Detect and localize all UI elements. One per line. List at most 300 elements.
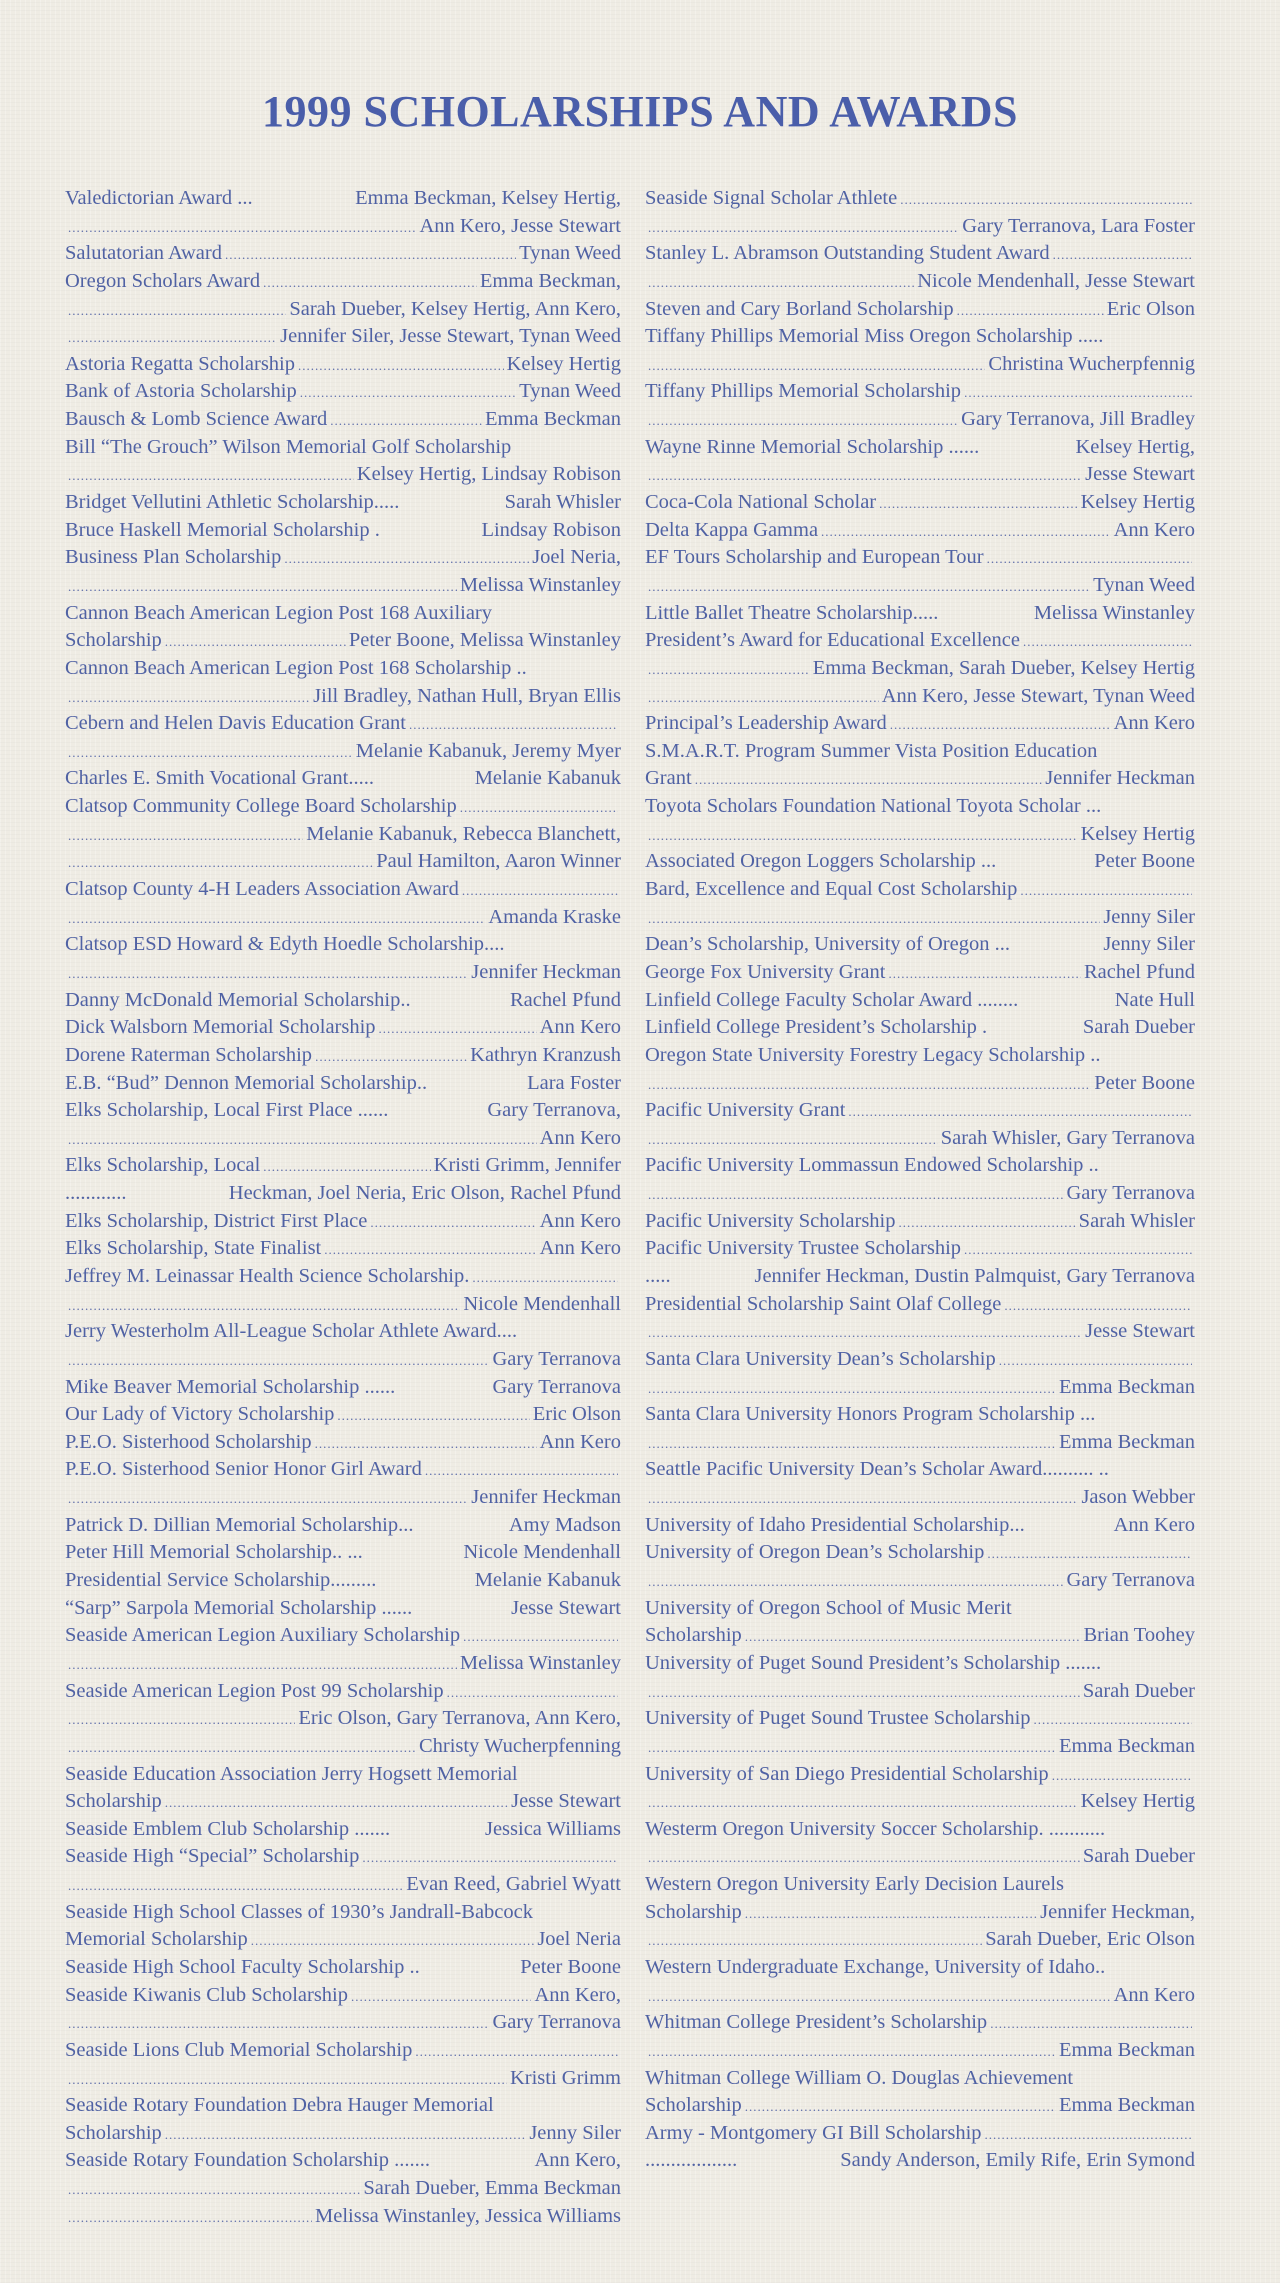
award-line — [65, 2065, 621, 2093]
dot-leader — [68, 684, 310, 711]
award-name: Whitman College William O. Douglas Achievement — [645, 2066, 1074, 2089]
award-line — [645, 489, 1195, 517]
award-name: Little Ballet Theatre Scholarship..... — [645, 601, 939, 624]
recipient-names: Jenny Siler — [1103, 905, 1195, 928]
award-line — [65, 2203, 621, 2231]
award-line — [65, 1595, 621, 1623]
recipient-names: Emma Beckman — [1058, 1375, 1195, 1398]
recipient-names: Rachel Pfund — [509, 988, 621, 1011]
dot-leader — [1052, 1762, 1192, 1789]
award-line — [645, 1484, 1195, 1512]
dot-leader — [648, 1375, 1056, 1402]
recipient-names: Nicole Mendenhall — [463, 1292, 621, 1315]
award-name: Astoria Regatta Scholarship — [65, 352, 296, 375]
dot-leader — [68, 2204, 312, 2231]
recipient-names: Melissa Winstanley — [1033, 601, 1195, 624]
recipient-names: Peter Boone, Melissa Winstanley — [348, 629, 621, 652]
recipient-names: Lara Foster — [527, 1071, 621, 1094]
award-name: .................. — [645, 2149, 738, 2172]
award-line — [65, 2009, 621, 2037]
award-line — [645, 1346, 1195, 1374]
recipient-names: Melanie Kabanuk — [474, 767, 621, 790]
award-name: Clatsop County 4-H Leaders Association Award — [65, 878, 459, 901]
award-line — [65, 1291, 621, 1319]
recipient-names: Ann Kero, Jesse Stewart — [419, 214, 621, 237]
award-name: Cannon Beach American Legion Post 168 Auxiliary — [65, 601, 493, 624]
award-name: Valedictorian Award ... — [65, 187, 253, 209]
recipient-names: Jill Bradley, Nathan Hull, Bryan Ellis — [313, 684, 621, 707]
award-line — [645, 821, 1195, 849]
award-line — [65, 1622, 621, 1650]
recipient-names: Amy Madson — [508, 1513, 621, 1536]
award-line — [645, 1982, 1195, 2010]
recipient-names: Gary Terranova — [492, 1375, 621, 1398]
award-line — [65, 987, 621, 1015]
recipient-names: Melissa Winstanley — [459, 573, 621, 596]
dot-leader — [463, 1623, 618, 1650]
award-name: ..... — [645, 1264, 671, 1287]
award-line — [65, 572, 621, 600]
award-line — [645, 406, 1195, 434]
recipient-names: Gary Terranova, Jill Bradley — [961, 408, 1195, 431]
award-line — [645, 1761, 1195, 1789]
recipient-names: Joel Neria, — [532, 546, 621, 569]
dot-leader — [165, 628, 346, 655]
dot-leader — [745, 1900, 1037, 1927]
award-line — [645, 1843, 1195, 1871]
award-name: Seaside American Legion Auxiliary Scholarship — [65, 1624, 461, 1647]
dot-leader — [1023, 628, 1192, 655]
award-name: Clatsop ESD Howard & Edyth Hoedle Scholarship.... — [65, 933, 505, 956]
award-line — [65, 1705, 621, 1733]
award-line — [65, 1374, 621, 1402]
award-line — [645, 1042, 1195, 1070]
award-name: Linfield College Faculty Scholar Award ........ — [645, 988, 1019, 1011]
dot-leader — [165, 2121, 527, 2148]
award-name: Elks Scholarship, State Finalist — [65, 1237, 322, 1260]
award-name: Seaside Rotary Foundation Debra Hauger Memorial — [65, 2094, 494, 2117]
recipient-names: Gary Terranova — [492, 1347, 621, 1370]
award-name: Delta Kappa Gamma — [645, 518, 819, 541]
award-name: University of Oregon School of Music Merit — [645, 1596, 1012, 1619]
award-line — [645, 2147, 1195, 2175]
recipient-names: Melanie Kabanuk, Jeremy Myer — [355, 739, 621, 762]
dot-leader — [745, 1623, 1081, 1650]
recipient-names: Eric Olson — [532, 1403, 621, 1426]
award-name: Seaside Rotary Foundation Scholarship ....... — [65, 2149, 430, 2172]
award-line — [645, 1788, 1195, 1816]
dot-leader — [899, 1209, 1076, 1236]
recipient-names: Lindsay Robison — [481, 518, 621, 541]
dot-leader — [879, 490, 1077, 517]
award-line — [65, 2120, 621, 2148]
dot-leader — [1053, 241, 1192, 268]
dot-leader — [648, 573, 1090, 600]
award-line — [65, 240, 621, 268]
award-line — [645, 987, 1195, 1015]
dot-leader — [68, 739, 353, 766]
award-name: Western Oregon University Early Decision Laurels — [645, 1873, 1065, 1896]
right-column — [645, 185, 1195, 2175]
recipient-names: Gary Terranova — [1066, 1182, 1195, 1205]
dot-leader — [68, 297, 286, 324]
dot-leader — [68, 1126, 537, 1153]
dot-leader — [370, 1209, 536, 1236]
recipient-names: Ann Kero — [1113, 518, 1195, 541]
award-name: Bausch & Lomb Science Award — [65, 408, 328, 431]
recipient-names: Sarah Whisler — [1078, 1209, 1195, 1232]
award-name: Santa Clara University Dean’s Scholarship — [645, 1347, 996, 1370]
award-line — [645, 1595, 1195, 1623]
award-name: Bank of Astoria Scholarship — [65, 380, 297, 403]
award-line — [645, 1374, 1195, 1402]
recipient-names: Melissa Winstanley, Jessica Williams — [315, 2204, 621, 2227]
recipient-names: Sarah Dueber — [1082, 1016, 1195, 1039]
dot-leader — [68, 1872, 403, 1899]
award-line — [65, 213, 621, 241]
award-name: Elks Scholarship, Local — [65, 1154, 261, 1177]
award-line — [65, 1567, 621, 1595]
recipient-names: Emma Beckman — [1058, 1430, 1195, 1453]
dot-leader — [460, 794, 618, 821]
recipient-names: Kelsey Hertig — [1080, 1790, 1195, 1813]
award-name: Stanley L. Abramson Outstanding Student Award — [645, 242, 1050, 265]
award-line — [65, 1484, 621, 1512]
recipient-names: Eric Olson — [1106, 297, 1195, 320]
dot-leader — [990, 2010, 1192, 2037]
award-line — [65, 765, 621, 793]
recipient-names: Kathryn Kranzush — [470, 1043, 621, 1066]
recipient-names: Peter Boone — [520, 1956, 621, 1978]
dot-leader — [888, 960, 1081, 987]
award-name: Cebern and Helen Davis Education Grant — [65, 712, 406, 735]
award-name: Charles E. Smith Vocational Grant..... — [65, 767, 374, 790]
award-line — [65, 1070, 621, 1098]
recipient-names: Ann Kero — [539, 1209, 621, 1232]
award-line — [65, 683, 621, 711]
recipient-names: Ann Kero — [1113, 712, 1195, 735]
award-line — [65, 959, 621, 987]
award-line — [65, 655, 621, 683]
award-name: Seaside Lions Club Memorial Scholarship — [65, 2038, 413, 2061]
award-name: Principal’s Leadership Award — [645, 712, 887, 735]
dot-leader — [848, 1098, 1192, 1125]
recipient-names: Ann Kero — [539, 1126, 621, 1149]
dot-leader — [648, 352, 985, 379]
recipient-names: Christy Wucherpfenning — [418, 1734, 621, 1757]
award-line — [645, 268, 1195, 296]
award-line — [65, 1678, 621, 1706]
dot-leader — [890, 711, 1111, 738]
recipient-names: Sandy Anderson, Emily Rife, Erin Symond — [840, 2149, 1195, 2172]
award-line — [645, 1456, 1195, 1484]
award-line — [645, 1235, 1195, 1263]
dot-leader — [648, 1430, 1056, 1457]
award-line — [65, 323, 621, 351]
dot-leader — [462, 877, 618, 904]
dot-leader — [68, 849, 373, 876]
recipient-names: Sarah Whisler, Gary Terranova — [940, 1126, 1195, 1149]
dot-leader — [324, 1236, 536, 1263]
award-line — [645, 240, 1195, 268]
dot-leader — [68, 2176, 360, 2203]
dot-leader — [985, 2121, 1192, 2148]
award-name: Dorene Raterman Scholarship — [65, 1043, 313, 1066]
award-line — [65, 600, 621, 628]
award-name: E.B. “Bud” Dennon Memorial Scholarship.. — [65, 1071, 428, 1094]
recipient-names: Nate Hull — [1114, 988, 1195, 1011]
dot-leader — [165, 1789, 508, 1816]
award-line — [645, 378, 1195, 406]
recipient-names: Jennifer Heckman — [471, 1486, 621, 1509]
award-line — [65, 1152, 621, 1180]
award-name: Patrick D. Dillian Memorial Scholarship... — [65, 1513, 414, 1536]
award-name: Seaside High School Faculty Scholarship .. — [65, 1956, 420, 1978]
award-line — [645, 213, 1195, 241]
award-name: University of Puget Sound Trustee Scholarship — [645, 1707, 1031, 1730]
award-line — [65, 2175, 621, 2203]
award-line — [65, 517, 621, 545]
award-line — [65, 1180, 621, 1208]
dot-leader — [362, 1844, 618, 1871]
recipient-names: Gary Terranova — [492, 2011, 621, 2034]
award-line — [65, 2092, 621, 2120]
award-name: Scholarship — [645, 2094, 742, 2117]
recipient-names: Emma Beckman, Kelsey Hertig, — [355, 187, 621, 209]
award-line — [645, 1899, 1195, 1927]
recipient-names: Amanda Kraske — [488, 905, 621, 928]
dot-leader — [745, 2093, 1056, 2120]
award-line — [645, 1622, 1195, 1650]
dot-leader — [315, 1430, 537, 1457]
award-name: Peter Hill Memorial Scholarship.. ... — [65, 1541, 363, 1564]
award-line — [65, 738, 621, 766]
award-name: Dick Walsborn Memorial Scholarship — [65, 1016, 376, 1039]
dot-leader — [68, 1292, 460, 1319]
award-line — [645, 1512, 1195, 1540]
recipient-names: Sarah Dueber, Emma Beckman — [363, 2177, 621, 2200]
award-name: Pacific University Lommassun Endowed Scholarship .. — [645, 1154, 1099, 1177]
award-line — [65, 434, 621, 462]
award-name: S.M.A.R.T. Program Summer Vista Position Education — [645, 739, 1098, 762]
recipient-names: Sarah Whisler — [504, 491, 621, 514]
award-name: Seaside American Legion Post 99 Scholarship — [65, 1679, 444, 1702]
award-line — [65, 1235, 621, 1263]
award-line — [645, 1291, 1195, 1319]
dot-leader — [648, 905, 1100, 932]
award-name: Wayne Rinne Memorial Scholarship ...... — [645, 435, 980, 458]
award-name: Memorial Scholarship — [65, 1928, 248, 1951]
recipient-names: Emma Beckman — [484, 408, 621, 431]
dot-leader — [695, 766, 1043, 793]
award-line — [65, 931, 621, 959]
recipient-names: Ann Kero, — [534, 1983, 621, 2006]
recipient-names: Ann Kero, Jesse Stewart, Tynan Weed — [881, 684, 1195, 707]
recipient-names: Kelsey Hertig — [1080, 491, 1195, 514]
dot-leader — [68, 573, 457, 600]
award-name: Mike Beaver Memorial Scholarship ...... — [65, 1375, 396, 1398]
recipient-names: Kristi Grimm — [509, 2066, 621, 2089]
dot-leader — [68, 324, 277, 351]
award-line — [65, 1816, 621, 1844]
award-name: Clatsop Community College Board Scholarship — [65, 795, 457, 818]
award-line — [645, 793, 1195, 821]
dot-leader — [68, 960, 468, 987]
recipient-names: Joel Neria — [537, 1928, 621, 1951]
award-name: Bill “The Grouch” Wilson Memorial Golf Scholarship — [65, 435, 512, 458]
award-name: “Sarp” Sarpola Memorial Scholarship ...... — [65, 1596, 413, 1619]
award-name: Associated Oregon Loggers Scholarship ... — [645, 850, 997, 873]
award-line — [645, 876, 1195, 904]
recipient-names: Melanie Kabanuk, Rebecca Blanchett, — [306, 822, 621, 845]
recipient-names: Sarah Dueber — [1082, 1845, 1195, 1868]
award-name: University of Oregon Dean’s Scholarship — [645, 1541, 985, 1564]
recipient-names: Jennifer Heckman, Dustin Palmquist, Gary Terranova — [754, 1264, 1195, 1287]
recipient-names: Jenny Siler — [529, 2121, 621, 2144]
award-line — [65, 876, 621, 904]
award-line — [645, 1152, 1195, 1180]
award-line — [645, 959, 1195, 987]
award-line — [645, 848, 1195, 876]
award-line — [645, 1678, 1195, 1706]
award-name: Bridget Vellutini Athletic Scholarship..... — [65, 491, 400, 514]
award-name: Scholarship — [645, 1624, 742, 1647]
dot-leader — [68, 214, 416, 241]
recipient-names: Jason Webber — [1081, 1486, 1195, 1509]
recipient-names: Ann Kero — [1113, 1513, 1195, 1536]
award-line — [645, 1650, 1195, 1678]
recipient-names: Peter Boone — [1094, 1071, 1195, 1094]
dot-leader — [68, 1651, 457, 1678]
recipient-names: Emma Beckman — [1058, 1734, 1195, 1757]
award-line — [645, 655, 1195, 683]
award-line — [645, 627, 1195, 655]
award-line — [65, 1456, 621, 1484]
recipient-names: Paul Hamilton, Aaron Winner — [376, 850, 621, 873]
award-name: Jeffrey M. Leinassar Health Science Scholarship. — [65, 1264, 470, 1287]
award-name: Bard, Excellence and Equal Cost Scholarship — [645, 878, 1018, 901]
award-line — [65, 544, 621, 572]
award-line — [645, 1926, 1195, 1954]
recipient-names: Kelsey Hertig, Lindsay Robison — [356, 463, 621, 486]
award-line — [645, 2092, 1195, 2120]
award-line — [65, 1042, 621, 1070]
award-line — [65, 848, 621, 876]
award-name: Danny McDonald Memorial Scholarship.. — [65, 988, 411, 1011]
recipient-names: Kelsey Hertig — [506, 352, 621, 375]
award-name: Elks Scholarship, Local First Place ...... — [65, 1099, 389, 1122]
award-name: Seaside Education Association Jerry Hogsett Memorial — [65, 1762, 518, 1785]
recipient-names: Peter Boone — [1094, 850, 1195, 873]
award-name: Jerry Westerholm All-League Scholar Athlete Award.... — [65, 1320, 518, 1343]
award-name: Bruce Haskell Memorial Scholarship . — [65, 518, 380, 541]
dot-leader — [648, 822, 1078, 849]
dot-leader — [1020, 877, 1192, 904]
award-line — [65, 710, 621, 738]
award-name: Toyota Scholars Foundation National Toyota Scholar ... — [645, 795, 1102, 818]
recipient-names: Emma Beckman — [1058, 2038, 1195, 2061]
award-name: Tiffany Phillips Memorial Miss Oregon Scholarship ..... — [645, 325, 1104, 348]
recipient-names: Ann Kero — [539, 1237, 621, 1260]
dot-leader — [68, 1706, 295, 1733]
recipient-names: Ann Kero — [539, 1430, 621, 1453]
recipient-names: Kristi Grimm, Jennifer — [433, 1154, 621, 1177]
award-name: Cannon Beach American Legion Post 168 Scholarship .. — [65, 656, 527, 679]
recipient-names: Jenny Siler — [1103, 933, 1195, 956]
recipient-names: Jesse Stewart — [511, 1790, 621, 1813]
dot-leader — [68, 462, 354, 489]
dot-leader — [648, 1181, 1063, 1208]
recipient-names: Jesse Stewart — [511, 1596, 621, 1619]
award-name: Santa Clara University Honors Program Scholarship ... — [645, 1403, 1096, 1426]
award-line — [645, 572, 1195, 600]
dot-leader — [648, 1071, 1091, 1098]
dot-leader — [251, 1927, 535, 1954]
award-line — [65, 627, 621, 655]
award-line — [65, 1346, 621, 1374]
award-name: P.E.O. Sisterhood Scholarship — [65, 1430, 312, 1453]
award-name: Elks Scholarship, District First Place — [65, 1209, 368, 1232]
award-name: Seaside Signal Scholar Athlete — [645, 187, 898, 209]
award-line — [645, 1816, 1195, 1844]
award-name: University of Puget Sound President’s Scholarship ....... — [645, 1651, 1102, 1674]
award-name: Grant — [645, 767, 692, 790]
award-line — [645, 1733, 1195, 1761]
award-line — [65, 1539, 621, 1567]
award-line — [65, 1429, 621, 1457]
award-name: Steven and Cary Borland Scholarship — [645, 297, 954, 320]
award-name: Oregon Scholars Award — [65, 269, 261, 292]
award-line — [645, 2009, 1195, 2037]
dot-leader — [648, 1126, 938, 1153]
award-name: Army - Montgomery GI Bill Scholarship — [645, 2121, 982, 2144]
award-name: P.E.O. Sisterhood Senior Honor Girl Award — [65, 1458, 422, 1481]
recipient-names: Jennifer Heckman, — [1040, 1900, 1195, 1923]
recipient-names: Sarah Dueber, Kelsey Hertig, Ann Kero, — [289, 297, 621, 320]
award-line — [65, 1926, 621, 1954]
award-name: Western Undergraduate Exchange, University of Idaho.. — [645, 1956, 1106, 1978]
recipient-names: Christina Wucherpfennig — [988, 352, 1195, 375]
award-line — [65, 1982, 621, 2010]
award-line — [645, 931, 1195, 959]
dot-leader — [409, 711, 618, 738]
award-line — [645, 600, 1195, 628]
award-name: Oregon State University Forestry Legacy Scholarship .. — [645, 1043, 1101, 1066]
award-name: EF Tours Scholarship and European Tour — [645, 546, 984, 569]
award-line — [645, 1097, 1195, 1125]
dot-leader — [68, 1485, 468, 1512]
award-line — [645, 904, 1195, 932]
award-name: Westerm Oregon University Soccer Scholarship. ........... — [645, 1817, 1106, 1840]
award-line — [645, 1705, 1195, 1733]
dot-leader — [648, 269, 914, 296]
award-line — [645, 296, 1195, 324]
dot-leader — [987, 545, 1192, 572]
award-name: Presidential Scholarship Saint Olaf College — [645, 1292, 1002, 1315]
dot-leader — [447, 1679, 618, 1706]
recipient-names: Emma Beckman, — [479, 269, 621, 292]
award-line — [645, 2120, 1195, 2148]
award-line — [65, 2147, 621, 2175]
award-name: Pacific University Scholarship — [645, 1209, 896, 1232]
dot-leader — [284, 545, 529, 572]
award-line — [65, 351, 621, 379]
award-line — [65, 1512, 621, 1540]
left-column — [65, 185, 621, 2230]
dot-leader — [999, 1347, 1192, 1374]
award-line — [65, 1871, 621, 1899]
award-line — [645, 461, 1195, 489]
